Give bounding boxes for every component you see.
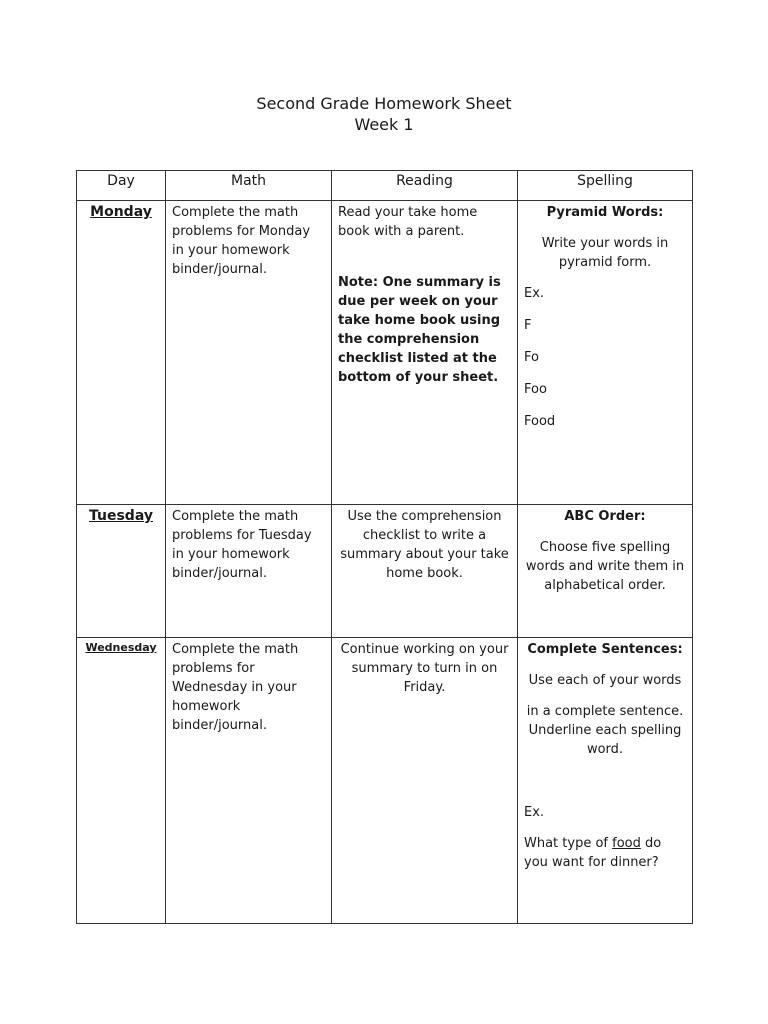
spelling-wednesday-example-label: Ex. — [524, 805, 545, 820]
reading-wednesday: Continue working on your summary to turn in on Friday. — [332, 638, 518, 924]
day-monday: Monday — [77, 201, 166, 505]
title-line-2: Week 1 — [354, 115, 414, 134]
pyramid-word-3: Foo — [524, 382, 547, 397]
pyramid-word-4: Food — [524, 414, 556, 429]
reading-tuesday: Use the comprehension checklist to write a summary about your take home book. — [332, 505, 518, 638]
spelling-monday — [518, 201, 693, 505]
spelling-monday-example-label: Ex. — [524, 286, 545, 301]
math-monday: Complete the math problems for Monday in your homework binder/journal. — [166, 201, 332, 505]
spelling-wednesday-title: Complete Sentences: — [527, 642, 683, 657]
day-tuesday: Tuesday — [77, 505, 166, 638]
row-tuesday — [77, 505, 693, 638]
spelling-monday-title: Pyramid Words: — [546, 205, 664, 220]
reading-monday-note: Note: One summary is due per week on your take home book using the comprehension checklist listed at the bottom of your sheet. — [338, 275, 501, 385]
row-wednesday — [77, 638, 693, 924]
spelling-tuesday — [518, 505, 693, 638]
pyramid-word-2: Fo — [524, 350, 539, 365]
homework-table — [76, 170, 693, 924]
math-tuesday: Complete the math problems for Tuesday in your homework binder/journal. — [166, 505, 332, 638]
math-wednesday: Complete the math problems for Wednesday in your homework binder/journal. — [166, 638, 332, 924]
pyramid-word-1: F — [524, 318, 532, 333]
spelling-wednesday-example — [524, 834, 686, 872]
header-math: Math — [166, 171, 332, 201]
example-text-before: What type of — [524, 836, 613, 851]
spelling-tuesday-text: Choose five spelling words and write them in alphabetical order. — [525, 540, 685, 593]
header-reading: Reading — [332, 171, 518, 201]
example-text-after: do you want for dinner? — [524, 836, 662, 870]
spelling-monday-text: Write your words in pyramid form. — [541, 236, 669, 270]
header-day: Day — [77, 171, 166, 201]
day-wednesday: Wednesday — [77, 638, 166, 924]
spelling-wednesday-text-2: in a complete sentence. Underline each spelling word. — [526, 704, 684, 757]
header-spelling: Spelling — [518, 171, 693, 201]
example-spelling-word: food — [612, 836, 641, 851]
row-monday — [77, 201, 693, 505]
spelling-wednesday-text-1: Use each of your words — [528, 673, 682, 688]
spelling-wednesday — [518, 638, 693, 924]
title-line-1: Second Grade Homework Sheet — [256, 94, 512, 113]
reading-monday-text: Read your take home book with a parent. — [338, 205, 478, 239]
page-title — [0, 93, 768, 135]
header-row — [77, 171, 693, 201]
reading-monday — [332, 201, 518, 505]
spelling-tuesday-title: ABC Order: — [564, 509, 646, 524]
